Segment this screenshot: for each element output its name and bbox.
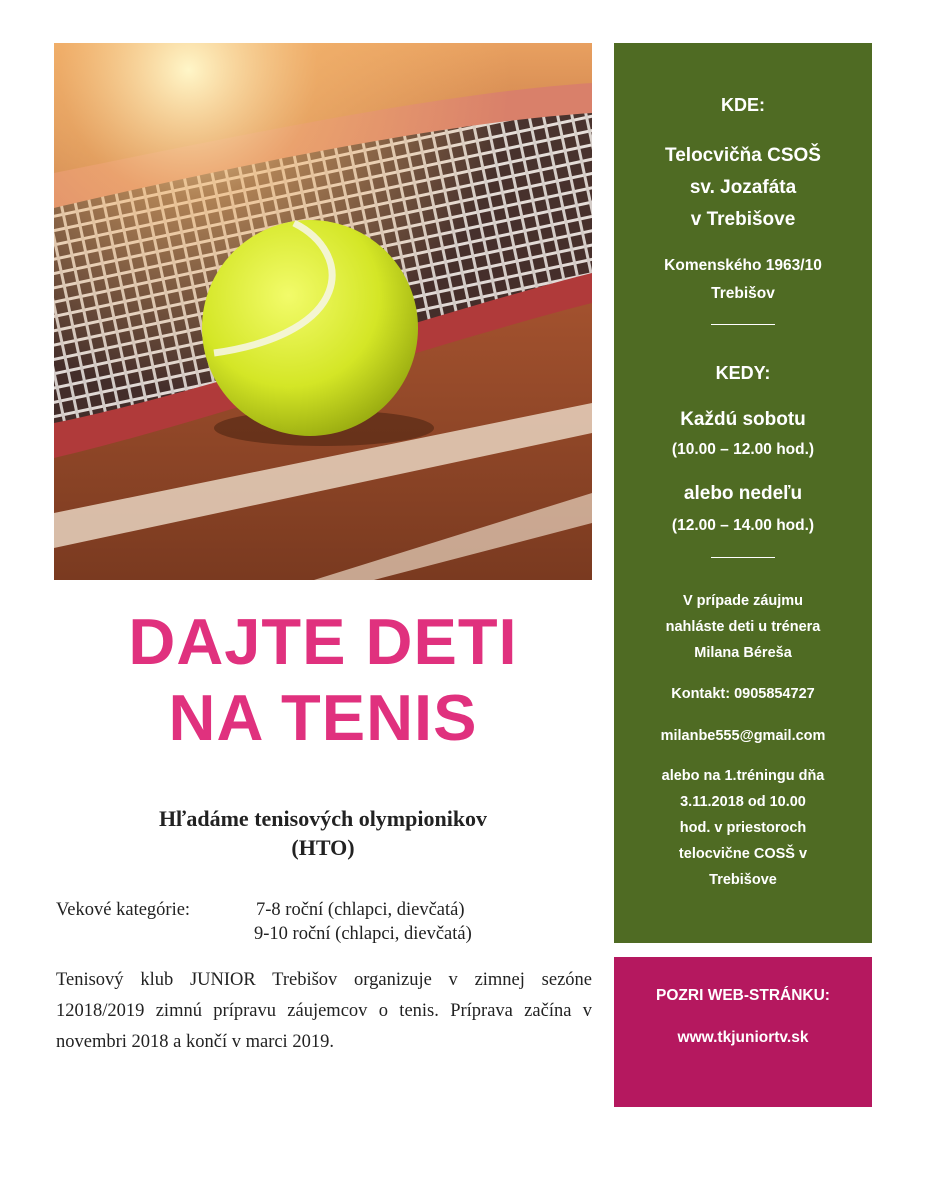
where-heading: KDE: <box>721 95 765 115</box>
venue-line: Telocvičňa CSOŠ <box>665 145 821 166</box>
training-line: telocvične COSŠ v <box>678 846 808 862</box>
venue-line: sv. Jozafáta <box>689 177 797 198</box>
training-line: hod. v priestoroch <box>679 820 807 836</box>
when-heading: KEDY: <box>715 363 771 383</box>
web-heading: POZRI WEB-STRÁNKU: <box>656 987 830 1004</box>
body-paragraph: Tenisový klub JUNIOR Trebišov organizuje v zimnej sezóne 12018/2019 zimnú prípravu záujemcov o tenis. Príprava začína v novembri 2018 a končí v marci 2019. <box>56 970 592 1052</box>
headline-line-2: NA TENIS <box>168 681 478 754</box>
divider <box>711 324 775 325</box>
tennis-ball-photo <box>54 43 592 580</box>
interest-line: V prípade záujmu <box>682 593 804 609</box>
interest-line: nahláste deti u trénera <box>665 619 821 635</box>
sunday-time: (12.00 – 14.00 hod.) <box>671 517 815 534</box>
address-line: Trebišov <box>711 285 775 302</box>
age-category-item: 9-10 roční (chlapci, dievčatá) <box>254 924 472 944</box>
divider <box>711 557 775 558</box>
headline <box>54 604 592 756</box>
age-category-item: 7-8 roční (chlapci, dievčatá) <box>256 900 465 920</box>
subtitle <box>54 804 592 862</box>
venue-line: v Trebišove <box>690 209 796 230</box>
sunday-label: alebo nedeľu <box>683 483 803 504</box>
subtitle-line-1: Hľadáme tenisových olympionikov <box>158 806 488 831</box>
training-line: alebo na 1.tréningu dňa <box>661 768 825 784</box>
contact-phone: Kontakt: 0905854727 <box>671 686 815 702</box>
contact-email: milanbe555@gmail.com <box>660 728 826 744</box>
saturday-label: Každú sobotu <box>680 409 806 430</box>
info-panel <box>614 43 872 943</box>
website-link[interactable]: www.tkjuniortv.sk <box>677 1029 809 1046</box>
interest-line: Milana Béreša <box>694 645 792 661</box>
subtitle-line-2: (HTO) <box>291 835 355 860</box>
web-panel <box>614 957 872 1107</box>
training-line: Trebišove <box>709 872 777 888</box>
age-categories-label: Vekové kategórie: <box>56 900 191 920</box>
headline-line-1: DAJTE DETI <box>128 605 518 678</box>
address-line: Komenského 1963/10 <box>664 257 822 274</box>
saturday-time: (10.00 – 12.00 hod.) <box>671 441 815 458</box>
training-line: 3.11.2018 od 10.00 <box>680 794 806 810</box>
